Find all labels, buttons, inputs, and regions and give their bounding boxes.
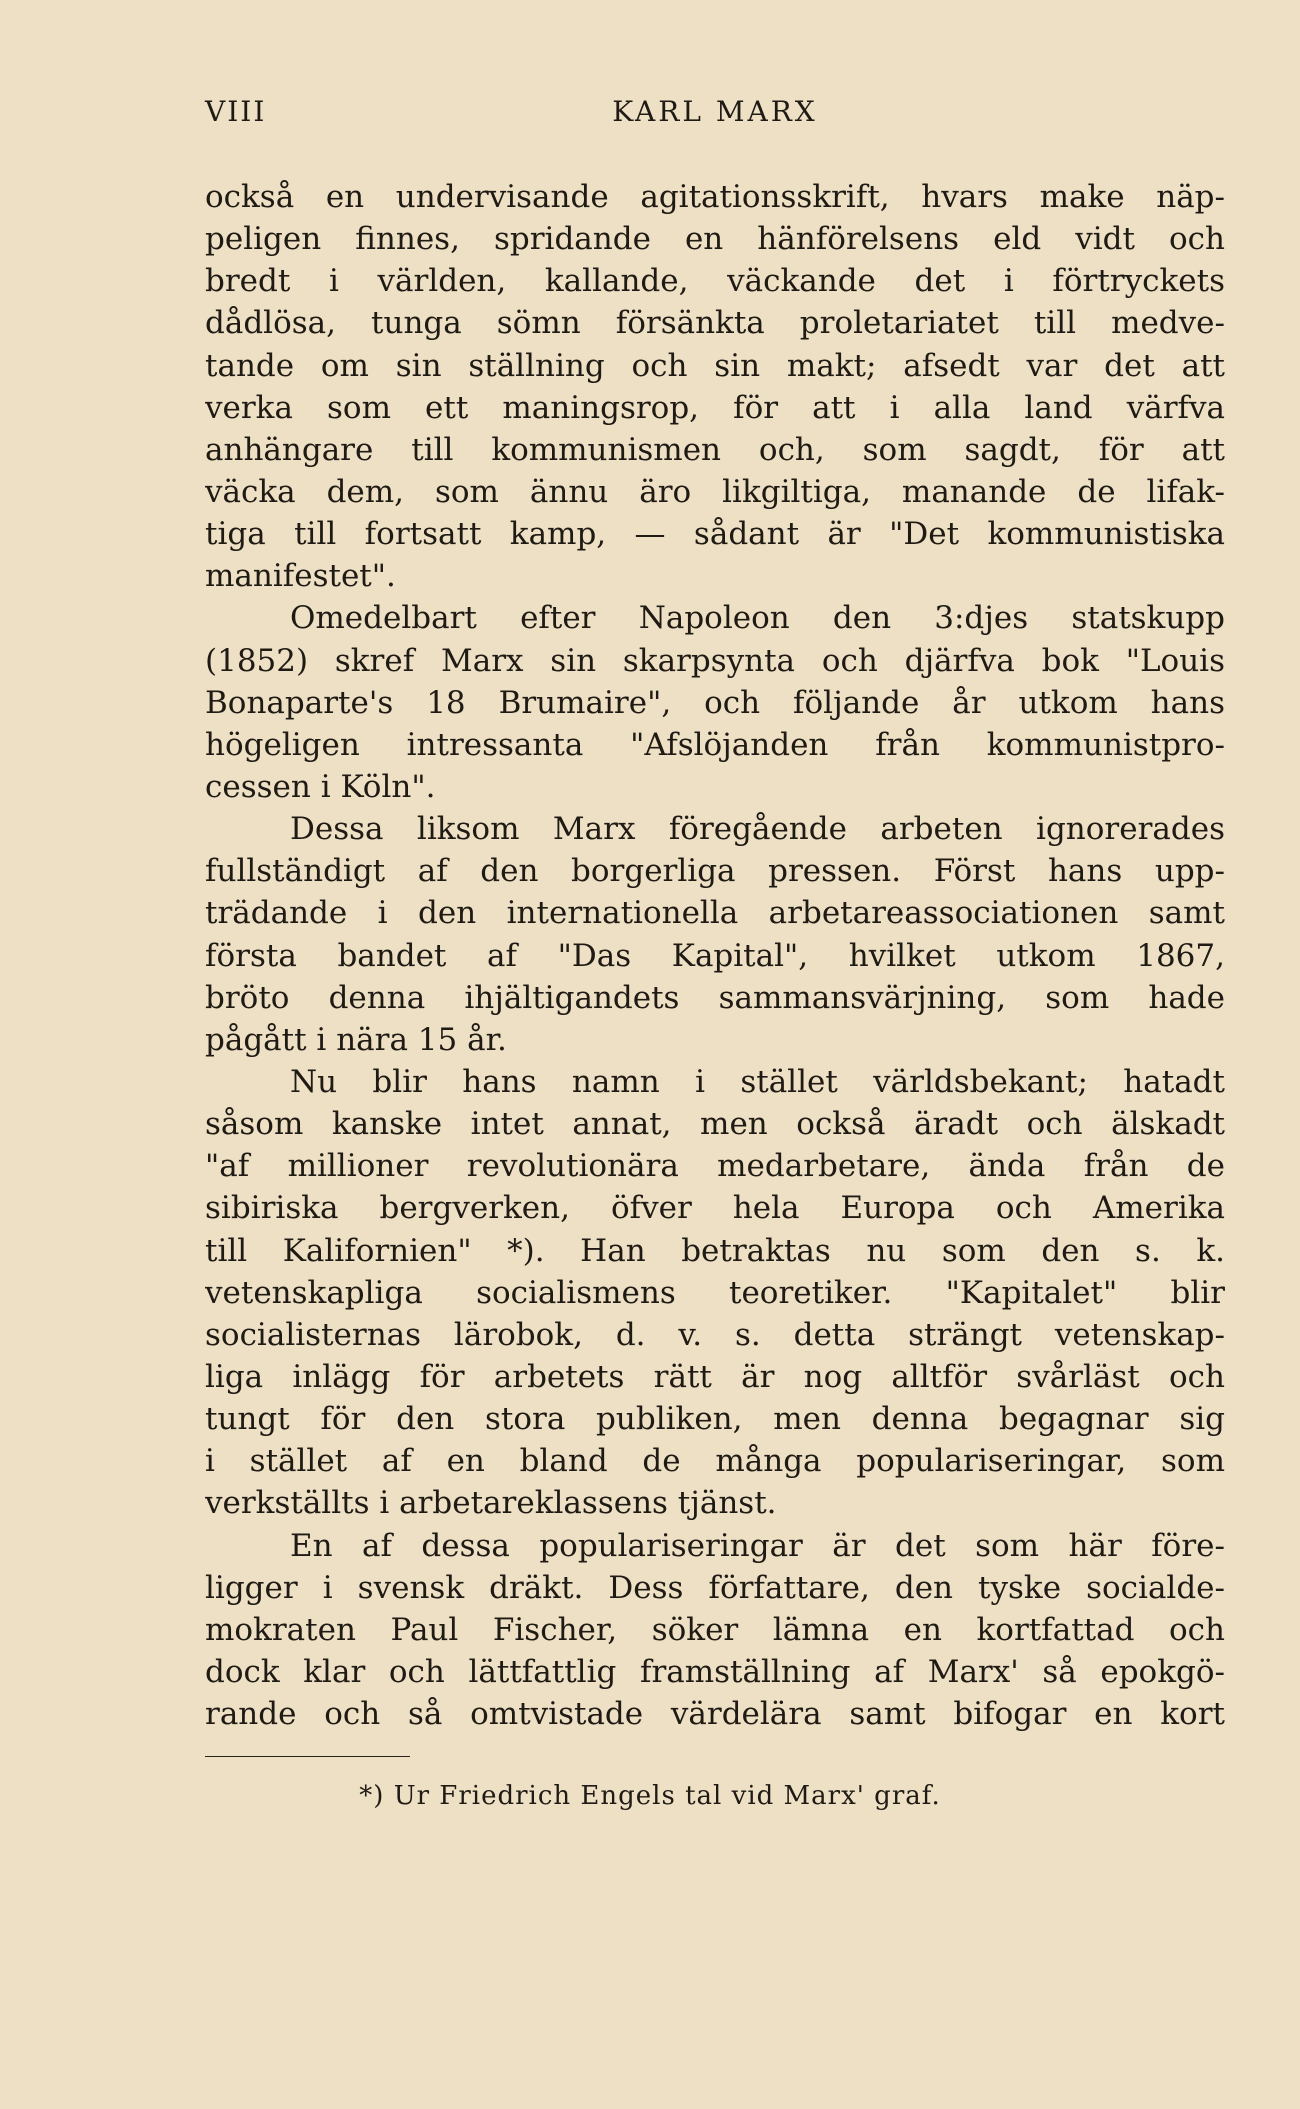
text-line: Bonaparte's 18 Brumaire", och följande år utkom hans <box>205 684 1225 721</box>
text-line: dock klar och lättfattlig framställning af Marx' så epokgö- <box>205 1653 1225 1690</box>
text-line: verkställts i arbetareklassens tjänst. <box>205 1485 777 1522</box>
text-line: peligen finnes, spridande en hänförelsens eld vidt och <box>205 221 1225 258</box>
text-line: manifestet". <box>205 558 396 595</box>
text-line: i stället af en bland de många populariseringar, som <box>205 1443 1225 1480</box>
text-line: också en undervisande agitationsskrift, hvars make näp- <box>205 179 1225 215</box>
text-line: Dessa liksom Marx föregående arbeten ignorerades <box>290 811 1225 848</box>
text-line: Omedelbart efter Napoleon den 3:djes statskupp <box>290 600 1225 637</box>
text-line: anhängare till kommunismen och, som sagdt, för att <box>205 431 1225 468</box>
text-line: Nu blir hans namn i stället världsbekant; hatadt <box>290 1063 1225 1100</box>
text-line: trädande i den internationella arbetareassociationen samt <box>205 895 1225 932</box>
page-header <box>205 95 1225 135</box>
text-line: till Kalifornien" *). Han betraktas nu som den s. k. <box>205 1232 1225 1269</box>
text-line: första bandet af "Das Kapital", hvilket utkom 1867, <box>205 937 1225 974</box>
page-number: VIII <box>205 95 267 128</box>
running-title: KARL MARX <box>612 95 818 128</box>
text-line: "af millioner revolutionära medarbetare, ända från de <box>205 1148 1225 1185</box>
footnote: *) Ur Friedrich Engels tal vid Marx' graf. <box>359 1781 941 1811</box>
text-line: (1852) skref Marx sin skarpsynta och djärfva bok "Louis <box>205 642 1225 679</box>
text-line: dådlösa, tunga sömn försänkta proletariatet till medve- <box>205 305 1225 342</box>
text-line: mokraten Paul Fischer, söker lämna en kortfattad och <box>205 1611 1225 1648</box>
text-line: verka som ett maningsrop, för att i alla land värfva <box>205 389 1225 426</box>
body-text <box>205 176 1225 1735</box>
text-line: pågått i nära 15 år. <box>205 1021 507 1058</box>
text-line: rande och så omtvistade värdelära samt bifogar en kort <box>205 1696 1225 1733</box>
text-line: En af dessa populariseringar är det som här före- <box>290 1527 1225 1564</box>
text-line: ligger i svensk dräkt. Dess författare, den tyske socialde- <box>205 1569 1225 1606</box>
text-line: vetenskapliga socialismens teoretiker. "Kapitalet" blir <box>205 1274 1225 1311</box>
text-line: fullständigt af den borgerliga pressen. Först hans upp- <box>205 853 1225 890</box>
text-line: cessen i Köln". <box>205 768 436 805</box>
text-line: sibiriska bergverken, öfver hela Europa och Amerika <box>205 1190 1225 1227</box>
footnote-rule <box>205 1756 410 1757</box>
text-line: bröto denna ihjältigandets sammansvärjning, som hade <box>205 979 1225 1016</box>
text-line: bredt i världen, kallande, väckande det i förtryckets <box>205 263 1225 300</box>
text-line: tande om sin ställning och sin makt; afsedt var det att <box>205 347 1225 384</box>
text-line: högeligen intressanta "Afslöjanden från kommunistpro- <box>205 726 1225 763</box>
text-line: såsom kanske intet annat, men också äradt och älskadt <box>205 1106 1225 1143</box>
text-line: socialisternas lärobok, d. v. s. detta strängt vetenskap- <box>205 1316 1225 1353</box>
text-line: tiga till fortsatt kamp, — sådant är "Det kommunistiska <box>205 516 1225 553</box>
text-line: liga inlägg för arbetets rätt är nog alltför svårläst och <box>205 1358 1225 1395</box>
text-line: tungt för den stora publiken, men denna begagnar sig <box>205 1401 1225 1438</box>
text-line: väcka dem, som ännu äro likgiltiga, manande de lifak- <box>205 473 1225 510</box>
